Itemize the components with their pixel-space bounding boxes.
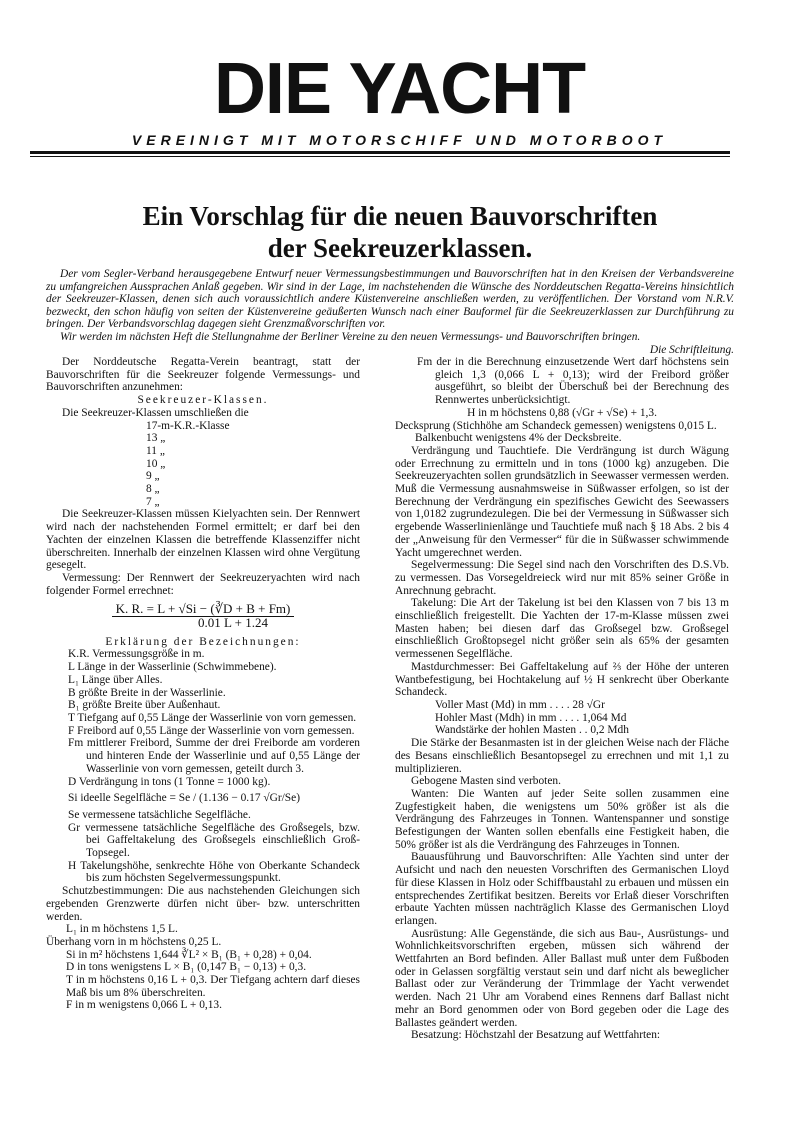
limit-rule: Fm der in die Berechnung einzusetzende Wert darf höchstens sein gleich 1,3 (0,066 L + 0,13); wird der Freibord größer ausgeführt, so bleibt der Überschuß bei der Berechnung des Rennwertes unberücksichtigt. — [417, 356, 729, 407]
limit-rule: H in m höchstens 0,88 (√Gr + √Se) + 1,3. — [467, 406, 657, 419]
section-heading: Erklärung der Bezeichnungen: — [105, 635, 301, 648]
masthead-subtitle: VEREINIGT MIT MOTORSCHIFF UND MOTORBOOT — [131, 132, 668, 148]
definition-item: B₁ größte Breite über Außenhaut. — [68, 699, 221, 712]
paragraph: Bauausführung und Bauvorschriften: Alle Yachten sind unter der Aufsicht und nach den neuesten Vorschriften des Germanischen Lloyd für diese Klassen in Holz oder Schiffbaustahl zu erbauen und müssen ein entsprechendes Zertifikat besitzen. Bereits vor Erlaß dieser Vorschriften erbaute Yachten müssen nachträglich Klasse des Germanischen Lloyd erlangen. — [395, 851, 729, 927]
definition-item: Fm mittlerer Freibord, Summe der drei Freiborde am vorderen und hinteren Ende der Wasserlinie und auf 0,55 Länge der Wasserlinie von vorn gemessen, geteilt durch 3. — [68, 737, 360, 775]
paragraph: Die Stärke der Besanmasten ist in der gleichen Weise nach der Fläche des Besans einschließlich Besantopsegel zu errechnen und mit 1,1 zu multiplizieren. — [395, 737, 730, 775]
definition-item: T Tiefgang auf 0,55 Länge der Wasserlinie von vorn gemessen. — [68, 711, 357, 724]
paragraph: Schutzbestimmungen: Die aus nachstehenden Gleichungen sich ergebenden Grenzwerte dürfen nicht über- bzw. unterschritten werden. — [46, 885, 360, 923]
definition-item: B größte Breite in der Wasserlinie. — [68, 686, 226, 699]
definition-item: Si ideelle Segelfläche = Se / (1.136 − 0.17 √Gr/Se) — [68, 792, 300, 805]
mast-rule: Voller Mast (Md) in mm . . . . 28 √Gr — [435, 698, 605, 711]
definition-item: D Verdrängung in tons (1 Tonne = 1000 kg). — [68, 775, 271, 788]
signature: Die Schriftleitung. — [649, 343, 734, 356]
mast-rule: Wandstärke der hohlen Masten . . 0,2 Mdh — [435, 724, 629, 737]
masthead-rule-thick — [30, 151, 730, 154]
limit-rule: Balkenbucht wenigstens 4% der Decksbreite. — [415, 432, 622, 445]
paragraph: Takelung: Die Art der Takelung ist bei den Klassen von 7 bis 13 m einschließlich freigestellt. Die Yachten der 17-m-Klasse müssen zwei Masten haben; bei diesen darf das Großsegel bzw. Großsegel einschließlich Großtopsegel nicht größer sein als 65% der gesamten vermessenen Segelfläche. — [395, 597, 729, 661]
definition-item: Gr vermessene tatsächliche Segelfläche des Großsegels, bzw. bei Gaffeltakelung des Großsegels einschließlich Groß-Topsegel. — [68, 821, 360, 860]
article-title — [40, 200, 760, 264]
formula-numerator: K. R. = L + √Si − (∛D + B + Fm) — [112, 603, 295, 617]
masthead — [0, 50, 799, 148]
definition-item: H Takelungshöhe, senkrechte Höhe von Oberkante Schandeck bis zum höchsten Segelvermessungspunkt. — [68, 859, 360, 885]
masthead-title: DIE YACHT — [213, 49, 586, 129]
paragraph: Besatzung: Höchstzahl der Besatzung auf Wettfahrten: — [411, 1029, 661, 1042]
paragraph: Wanten: Die Wanten auf jeder Seite sollen zusammen eine Zugfestigkeit haben, die wenigstens um 50% größer ist als die Verdrängung des Fahrzeuges in Tonnen. Wantenspanner und sonstige Befestigungen der Wanten sollen ebenfalls eine Festigkeit haben, die 50% größer ist als die Verdrängung des Fahrzeuges in Tonnen. — [395, 787, 729, 851]
masthead-rule-thin — [30, 156, 730, 157]
definition-item: L₁ Länge über Alles. — [68, 673, 163, 686]
limit-rule: F in m wenigstens 0,066 L + 0,13. — [66, 999, 222, 1012]
class-list-item: 9 „ — [146, 470, 160, 483]
paragraph: Gebogene Masten sind verboten. — [411, 775, 561, 788]
mast-rule: Hohler Mast (Mdh) in mm . . . . 1,064 Md — [435, 711, 627, 724]
paragraph: Verdrängung und Tauchtiefe. Die Verdrängung ist durch Wägung oder Errechnung zu ermitteln und in tons (1000 kg) anzugeben. Die Seekreuzeryachten sollen grundsätzlich in Seewasser vermessen werden. Muß die Vermessung ausnahmsweise in Süßwasser erfolgen, so ist der Berechnung der Verdrängung ein spezifisches Gewicht des Seewassers von 1,0182 zugrundezulegen. Die bei der Vermessung in Süßwasser sich ergebende Wasserlinienlänge und Tauchtiefe muß nach § 18 Abs. 2 bis 4 der „Anweisung für den Vermesser“ für die in Süßwasser schwimmende Yacht umgerechnet werden. — [395, 444, 729, 559]
definition-item: F Freibord auf 0,55 Länge der Wasserlinie von vorn gemessen. — [68, 724, 355, 737]
limit-rule: Si in m² höchstens 1,644 ∛L² × B₁ (B₁ + 0,28) + 0,04. — [66, 948, 312, 961]
article-title-line1: Ein Vorschlag für die neuen Bauvorschriften — [142, 201, 658, 231]
definition-item: L Länge in der Wasserlinie (Schwimmebene). — [68, 661, 277, 674]
left-column — [46, 356, 360, 1012]
rating-formula — [46, 603, 360, 629]
class-list-item: 8 „ — [146, 483, 160, 496]
paragraph: Vermessung: Der Rennwert der Seekreuzeryachten wird nach folgender Formel errechnet: — [46, 571, 360, 597]
article-title-line2: der Seekreuzerklassen. — [267, 233, 533, 263]
paragraph: Die Seekreuzer-Klassen müssen Kielyachten sein. Der Rennwert wird nach der nachstehenden Formel ermittelt; er darf bei den Yachten der einzelnen Klassen die betreffende Klassenziffer nicht überschreiten. Innerhalb der einzelnen Klassen wird ohne Vergütung gesegelt. — [46, 508, 360, 572]
limit-rule: D in tons wenigstens L × B₁ (0,147 B₁ − 0,13) + 0,3. — [66, 961, 307, 974]
formula-denominator: 0.01 L + 1.24 — [197, 615, 269, 631]
definition-item: K.R. Vermessungsgröße in m. — [68, 648, 205, 661]
paragraph: Der Norddeutsche Regatta-Verein beantragt, statt der Bauvorschriften für die Seekreuzer folgende Vermessungs- und Bauvorschriften anzunehmen: — [46, 356, 360, 394]
paragraph: Die Seekreuzer-Klassen umschließen die — [62, 406, 249, 419]
class-list-item: 11 „ — [146, 444, 165, 457]
limit-rule: Überhang vorn in m höchstens 0,25 L. — [46, 935, 222, 948]
paragraph: Segelvermessung: Die Segel sind nach den Vorschriften des D.S.Vb. zu vermessen. Das Vorsegeldreieck wird nur mit 85% seiner Größe in Anrechnung gebracht. — [395, 559, 729, 597]
section-heading: Seekreuzer-Klassen. — [137, 394, 269, 407]
limit-rule: Decksprung (Stichhöhe am Schandeck gemessen) wenigstens 0,015 L. — [395, 419, 717, 432]
article-intro — [46, 268, 734, 356]
limit-rule: L₁ in m höchstens 1,5 L. — [66, 923, 178, 936]
right-column — [395, 356, 729, 1042]
definition-item: Se vermessene tatsächliche Segelfläche. — [68, 808, 251, 821]
class-list-item: 7 „ — [146, 495, 160, 508]
class-list-item: 10 „ — [146, 457, 166, 470]
paragraph: Ausrüstung: Alle Gegenstände, die sich aus Bau-, Ausrüstungs- und Wohnlichkeitsvorschriften ergeben, müssen sich während der Wettfahrten an Bord befinden. Aller Ballast muß unter dem Fußboden oder in Gelassen sorgfältig verstaut sein und darf nicht als beweglicher Ballast oder zur Veränderung der Trimmlage der Yacht verwendet werden. Nach 21 Uhr am Vorabend eines Rennens darf Ballast nicht mehr an Bord genommen oder von Bord gegeben oder die Lage des Ballastes geändert werden. — [395, 927, 729, 1029]
intro-paragraph: Wir werden im nächsten Heft die Stellungnahme der Berliner Vereine zu den neuen Vermessungs- und Bauvorschriften bringen. — [60, 330, 641, 343]
class-list-item: 17-m-K.R.-Klasse — [146, 419, 230, 432]
paragraph: Mastdurchmesser: Bei Gaffeltakelung auf ⅔ der Höhe der unteren Wantbefestigung, bei Hochtakelung auf ½ H senkrecht über Oberkante Schandeck. — [395, 660, 729, 699]
intro-paragraph: Der vom Segler-Verband herausgegebene Entwurf neuer Vermessungsbestimmungen und Bauvorschriften hat in den Kreisen der Verbandsvereine zu umfangreichen Aussprachen Anlaß gegeben. Wir sind in der Lage, im nachstehenden die Wünsche des Norddeutschen Regatta-Vereins hinsichtlich der Seekreuzer-Klassen, denen sich auch voraussichtlich andere Küstenvereine anschließen werden, zu veröffentlichen. Der Vorstand vom N.R.V. bezweckt, den schon häufig von seiten der Küstenvereine geäußerten Wunsch nach einer Bauformel für die Seekreuzerklassen zur Durchführung zu bringen. Der Verbandsvorschlag dagegen sieht Grenzmaßvorschriften vor. — [46, 268, 734, 331]
class-list-item: 13 „ — [146, 432, 166, 445]
limit-rule: T in m höchstens 0,16 L + 0,3. Der Tiefgang achtern darf dieses Maß bis um 8% überschreiten. — [66, 974, 360, 999]
